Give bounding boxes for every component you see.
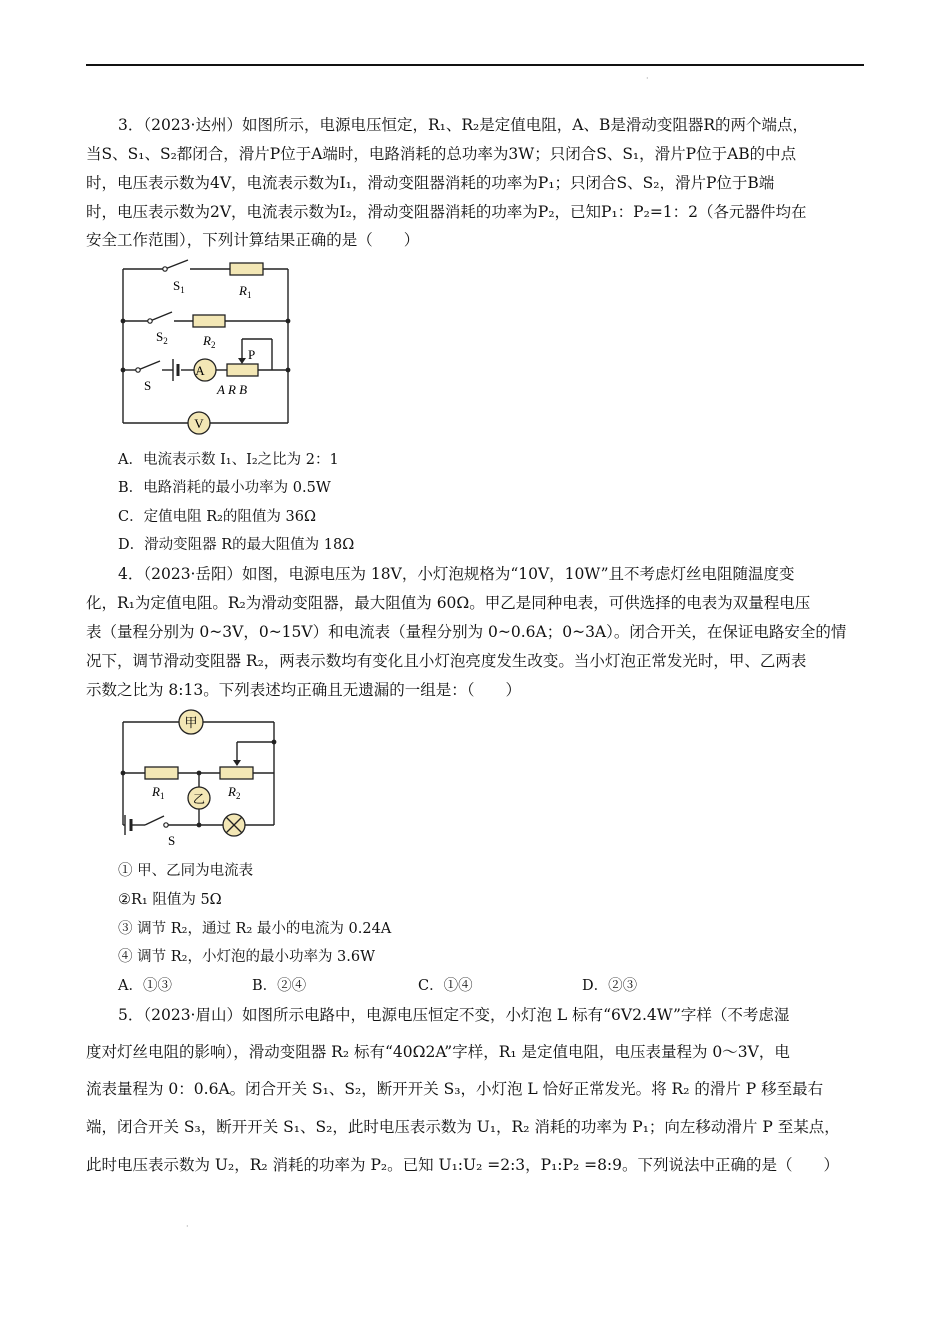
q4-line-3: 表（量程分别为 0~3V，0~15V）和电流表（量程分别为 0~0.6A；0~3A）。闭合开关，在保证电路安全的情 [86,623,847,641]
q4-statement-2: ②R₁ 阻值为 5Ω [118,892,222,908]
q4-line-2: 化，R₁为定值电阻。R₂为滑动变阻器，最大阻值为 60Ω。甲乙是同种电表，可供选择的电表为双量程电压 [86,594,811,612]
jia-label: 甲 [184,716,198,731]
q4-statement-3: ③ 调节 R₂，通过 R₂ 最小的电流为 0.24A [118,921,392,937]
q3-option-d: D．滑动变阻器 R的最大阻值为 18Ω [118,537,355,553]
decor-dot: · [186,1222,189,1231]
q4-circuit-diagram [112,707,282,852]
r1-label: $R_1$ [239,283,252,300]
q4-statement-1: ① 甲、乙同为电流表 [118,863,254,879]
q3-option-b: B．电路消耗的最小功率为 0.5W [118,480,331,496]
q4-statement-4: ④ 调节 R₂，小灯泡的最小功率为 3.6W [118,949,376,965]
decor-dot: · [646,74,649,83]
r2-resistor [193,315,225,327]
q4-line-4: 况下，调节滑动变阻器 R₂，两表示数均有变化且小灯泡亮度发生改变。当小灯泡正常发光时，甲、乙两表 [86,652,807,670]
s-label: S [168,833,176,848]
s1-label: $S_1$ [173,278,185,295]
q5-line-2: 度对灯丝电阻的影响），滑动变阻器 R₂ 标有“40Ω2A”字样，R₁ 是定值电阻，电压表量程为 0～3V，电 [86,1043,790,1061]
q3-line-4: 时，电压表示数为2V，电流表示数为I₂，滑动变阻器消耗的功率为P₂，已知P₁：P₂=1：2（各元器件均在 [86,203,807,221]
q3-option-c: C．定值电阻 R₂的阻值为 36Ω [118,509,317,525]
s-label: S [144,378,152,393]
q5-line-4: 端，闭合开关 S₃，断开开关 S₁、S₂，此时电压表示数为 U₁，R₂ 消耗的功率为 P₁；向左移动滑片 P 至某点， [86,1118,840,1136]
q3-option-a: A．电流表示数 I₁、I₂之比为 2：1 [118,452,339,468]
header-rule [86,64,864,66]
q4-line-1: 4．（2023·岳阳）如图，电源电压为 18V，小灯泡规格为“10V，10W”且不考虑灯丝电阻随温度变 [118,565,795,583]
q5-line-5: 此时电压表示数为 U₂，R₂ 消耗的功率为 P₂。已知 U₁:U₂ =2:3，P₁:P₂ =8:9。下列说法中正确的是（ ） [86,1156,840,1174]
q5-line-3: 流表量程为 0：0.6A。闭合开关 S₁、S₂，断开开关 S₃，小灯泡 L 恰好正常发光。将 R₂ 的滑片 P 移至最右 [86,1080,824,1098]
r1-label: $R_1$ [152,784,165,801]
q4-choice-a: A．①③ [118,978,172,994]
q4-choice-d: D．②③ [582,978,638,994]
q4-choice-c: C．①④ [418,978,473,994]
q3-line-1: 3．（2023·达州）如图所示，电源电压恒定，R₁、R₂是定值电阻，A、B是滑动变阻器R的两个端点， [118,116,809,134]
q3-circuit-diagram [110,255,310,440]
yi-label: 乙 [192,792,206,806]
arb-label: A R B [217,382,248,397]
p-label: P [248,347,256,362]
r2-label: $R_2$ [203,333,216,350]
rheostat [227,364,258,376]
ammeter-label: A [195,363,205,378]
q4-line-5: 示数之比为 8:13。下列表述均正确且无遗漏的一组是：（ ） [86,681,521,699]
q3-line-3: 时，电压表示数为4V，电流表示数为I₁，滑动变阻器消耗的功率为P₁；只闭合S、S₂，滑片P位于B端 [86,174,775,192]
q3-line-2: 当S、S₁、S₂都闭合，滑片P位于A端时，电路消耗的总功率为3W；只闭合S、S₁，滑片P位于AB的中点 [86,145,797,163]
s2-label: $S_2$ [156,329,168,346]
q5-line-1: 5．（2023·眉山）如图所示电路中，电源电压恒定不变，小灯泡 L 标有“6V2.4W”字样（不考虑湿 [118,1006,790,1024]
q3-line-5: 安全工作范围），下列计算结果正确的是（ ） [86,231,420,249]
r1-resistor [230,263,263,275]
r2-label: $R_2$ [228,784,241,801]
r2-rheostat [220,767,253,779]
r1-resistor [145,767,178,779]
voltmeter-label: V [194,416,204,431]
q4-choice-b: B．②④ [252,978,307,994]
